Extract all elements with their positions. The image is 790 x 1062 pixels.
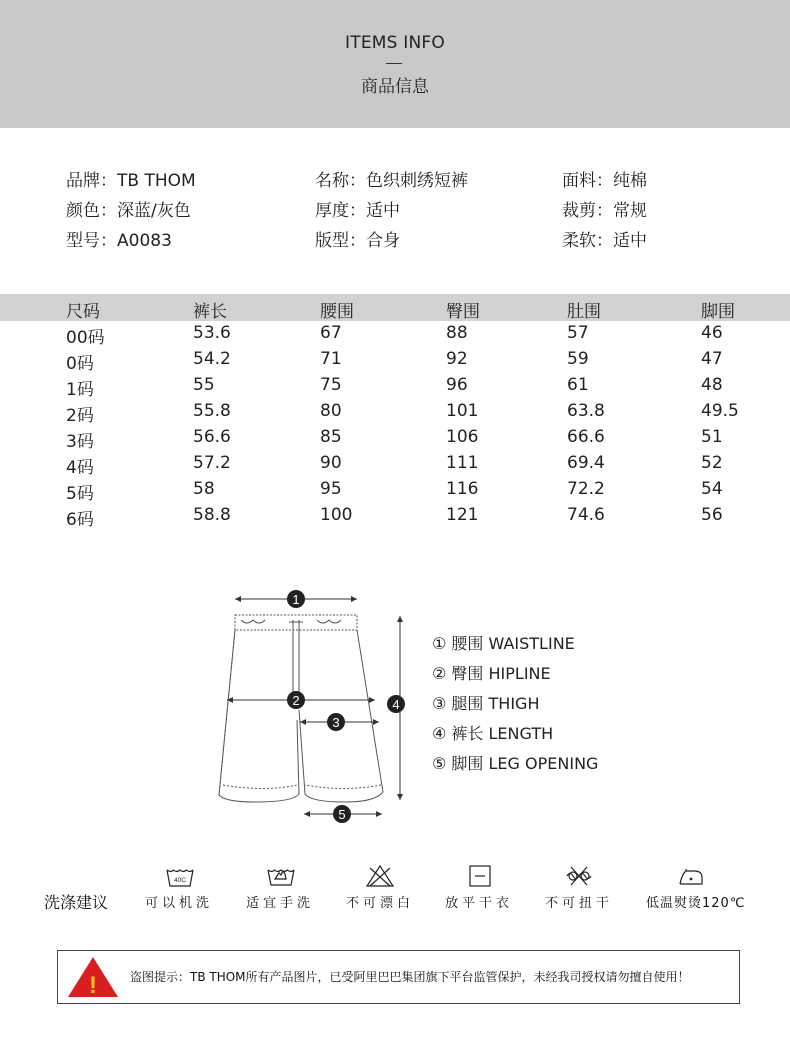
svg-text:!: ! — [89, 972, 97, 999]
size-table-cell: 1码 — [66, 380, 94, 400]
care-label-iron: 低温熨烫120℃ — [646, 896, 746, 911]
copyright-warning-text: 盗图提示：TB THOM所有产品图片，已受阿里巴巴集团旗下平台监管保护，未经我司授权请勿擅自使用！ — [130, 970, 690, 984]
size-table-cell: 100 — [320, 505, 353, 525]
size-table-cell: 49.5 — [701, 401, 739, 421]
title-english: ITEMS INFO — [345, 33, 445, 53]
size-table-cell: 57.2 — [193, 453, 231, 473]
size-table-cell: 56.6 — [193, 427, 231, 447]
care-label-machine-wash: 可以机洗 — [145, 896, 214, 911]
header-band — [0, 0, 790, 128]
size-table-header — [0, 294, 790, 321]
info-fabric: 面料：纯棉 — [562, 171, 647, 191]
size-table-cell: 92 — [446, 349, 468, 369]
size-table-cell: 90 — [320, 453, 342, 473]
size-table-cell: 61 — [567, 375, 589, 395]
size-table-cell: 3码 — [66, 432, 94, 452]
legend-leg-opening: ⑤ 脚围 LEG OPENING — [432, 754, 599, 773]
care-label-dry-flat: 放平干衣 — [445, 896, 514, 911]
size-header-cell: 肚围 — [567, 302, 601, 322]
care-title: 洗涤建议 — [44, 893, 109, 912]
size-table-cell: 80 — [320, 401, 342, 421]
no-bleach-icon — [365, 864, 395, 888]
marker-hip — [287, 691, 305, 709]
info-color: 颜色：深蓝/灰色 — [66, 201, 191, 221]
size-table-cell: 55 — [193, 375, 215, 395]
warning-icon — [66, 955, 120, 999]
legend-thigh: ③ 腿围 THIGH — [432, 694, 540, 713]
size-table-cell: 111 — [446, 453, 479, 473]
size-table-cell: 2码 — [66, 406, 94, 426]
info-thickness: 厚度：适中 — [315, 201, 400, 221]
size-table-cell: 58 — [193, 479, 215, 499]
legend-hipline: ② 臀围 HIPLINE — [432, 664, 551, 683]
size-table-cell: 74.6 — [567, 505, 605, 525]
care-label-no-wring: 不可扭干 — [545, 896, 614, 911]
size-table-cell: 55.8 — [193, 401, 231, 421]
title-divider — [386, 63, 402, 64]
size-header-cell: 臀围 — [446, 302, 480, 322]
size-table-cell: 46 — [701, 323, 723, 343]
size-table-cell: 101 — [446, 401, 479, 421]
info-name: 名称：色织刺绣短裤 — [315, 171, 468, 191]
shorts-diagram — [205, 580, 425, 830]
size-table-cell: 57 — [567, 323, 589, 343]
size-table-cell: 95 — [320, 479, 342, 499]
size-table-cell: 69.4 — [567, 453, 605, 473]
size-header-cell: 腰围 — [320, 302, 354, 322]
title-chinese: 商品信息 — [361, 77, 429, 97]
size-header-cell: 脚围 — [701, 302, 735, 322]
info-brand: 品牌：TB THOM — [66, 171, 196, 191]
svg-text:2: 2 — [292, 693, 300, 708]
care-label-no-bleach: 不可漂白 — [346, 896, 415, 911]
legend-length: ④ 裤长 LENGTH — [432, 724, 554, 743]
care-label-hand-wash: 适宜手洗 — [246, 896, 315, 911]
info-fit: 版型：合身 — [315, 231, 400, 251]
no-wring-icon — [564, 864, 594, 888]
svg-text:4: 4 — [392, 697, 400, 712]
dry-flat-icon — [465, 864, 495, 888]
size-table-cell: 56 — [701, 505, 723, 525]
info-model: 型号：A0083 — [66, 231, 172, 251]
size-table-cell: 4码 — [66, 458, 94, 478]
size-table-cell: 96 — [446, 375, 468, 395]
size-table-cell: 116 — [446, 479, 479, 499]
size-table-cell: 121 — [446, 505, 479, 525]
size-table-cell: 00码 — [66, 328, 105, 348]
svg-text:1: 1 — [292, 592, 300, 607]
size-table-cell: 106 — [446, 427, 479, 447]
size-header-cell: 裤长 — [193, 302, 227, 322]
marker-waist — [287, 590, 305, 608]
size-table-cell: 47 — [701, 349, 723, 369]
size-table-cell: 0码 — [66, 354, 94, 374]
iron-icon — [676, 864, 706, 888]
size-table-cell: 5码 — [66, 484, 94, 504]
marker-leg-opening — [333, 805, 351, 823]
size-table-cell: 66.6 — [567, 427, 605, 447]
legend-waistline: ① 腰围 WAISTLINE — [432, 634, 575, 653]
svg-text:5: 5 — [338, 807, 346, 822]
size-table-cell: 58.8 — [193, 505, 231, 525]
size-table-cell: 6码 — [66, 510, 94, 530]
info-softness: 柔软：适中 — [562, 231, 647, 251]
wash-40-icon — [165, 865, 195, 889]
size-table-cell: 72.2 — [567, 479, 605, 499]
svg-text:3: 3 — [332, 715, 340, 730]
hand-wash-icon — [266, 864, 296, 888]
marker-length — [387, 695, 405, 713]
size-table-cell: 71 — [320, 349, 342, 369]
size-table-cell: 48 — [701, 375, 723, 395]
size-table-cell: 51 — [701, 427, 723, 447]
size-table-cell: 54 — [701, 479, 723, 499]
size-table-cell: 63.8 — [567, 401, 605, 421]
info-cut: 裁剪：常规 — [562, 201, 647, 221]
size-table-cell: 54.2 — [193, 349, 231, 369]
size-table-cell: 85 — [320, 427, 342, 447]
size-table-cell: 88 — [446, 323, 468, 343]
size-header-cell: 尺码 — [66, 302, 100, 322]
marker-thigh — [327, 713, 345, 731]
size-table-cell: 53.6 — [193, 323, 231, 343]
size-table-cell: 75 — [320, 375, 342, 395]
size-table-cell: 67 — [320, 323, 342, 343]
size-table-cell: 52 — [701, 453, 723, 473]
size-table-cell: 59 — [567, 349, 589, 369]
svg-text:40C: 40C — [174, 877, 186, 884]
